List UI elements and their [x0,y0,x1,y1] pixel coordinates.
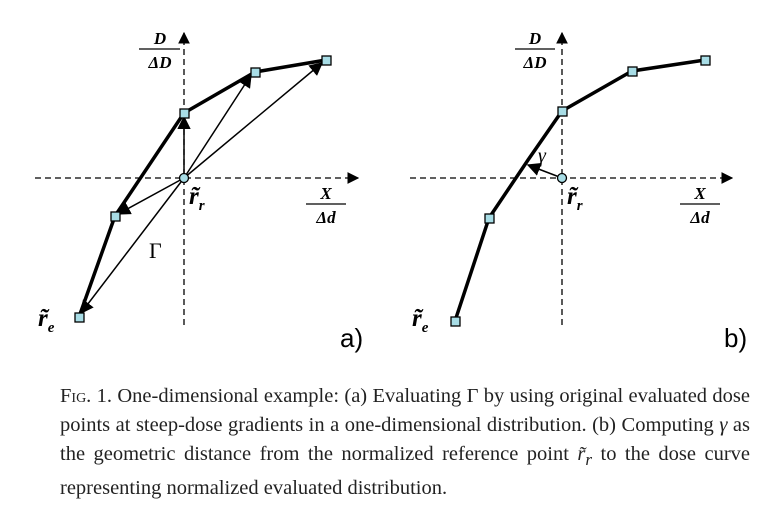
panel-b-gamma-label: γ [538,145,546,167]
panel-a-point-3 [180,109,189,118]
panel-a-vector-to-p1 [81,178,184,313]
panel-a-eval-label: $r̃_e$ [38,305,55,336]
panel-a-dose-curve [79,60,326,317]
panel-a [35,29,363,353]
panel-b-point-1 [451,317,460,326]
caption-ref-symbol: $r̃_r$ [577,443,593,470]
panel-b-point-2 [485,214,494,223]
panel-a-ref-label: $r̃_r$ [189,183,205,214]
panel-a-label: a) [340,323,364,353]
panel-a-vector-to-p5 [184,63,322,178]
panel-a-y-label-num: D [153,29,167,48]
panel-b-eval-label: $r̃_e$ [412,305,429,336]
panel-b-reference-point [558,174,567,183]
panel-b-dose-curve [455,60,705,321]
panel-b-ref-label: $r̃_r$ [567,183,583,214]
panel-a-point-2 [111,212,120,221]
panel-b [410,29,747,353]
panel-b-x-label-num: X [694,184,706,203]
figure-caption [60,382,750,503]
caption-text-2: by using original evaluated dose points at steep-dose gradients in a one-dimensional distribution. (b) Computing [60,385,750,436]
panel-a-vector-to-p4 [184,75,251,178]
caption-gamma-lower: γ [719,414,728,436]
panel-b-label: b) [724,323,748,353]
panel-a-reference-point [180,174,189,183]
panel-b-point-5 [701,56,710,65]
panel-a-x-label-num: X [320,184,332,203]
panel-a-x-label-den: Δd [316,208,336,227]
panel-b-x-label-den: Δd [690,208,710,227]
caption-text-1: One-dimensional example: (a) Evaluating [117,385,467,407]
caption-gamma-upper: Γ [466,385,479,407]
panel-a-y-label-den: ΔD [148,53,172,72]
panel-a-point-5 [322,56,331,65]
caption-text-4: to the dose curve representing normalized evaluated distribution. [60,443,750,500]
panel-b-point-3 [558,107,567,116]
panel-b-y-label-num: D [528,29,542,48]
panel-a-point-4 [251,68,260,77]
caption-fig-label: Fig. 1. [60,385,113,407]
panel-b-point-4 [628,67,637,76]
panel-a-gamma-label: Γ [149,238,162,263]
panel-a-point-1 [75,313,84,322]
panel-b-y-label-den: ΔD [523,53,547,72]
caption-text-3: as the geometric distance from the normalized reference point [60,414,750,465]
